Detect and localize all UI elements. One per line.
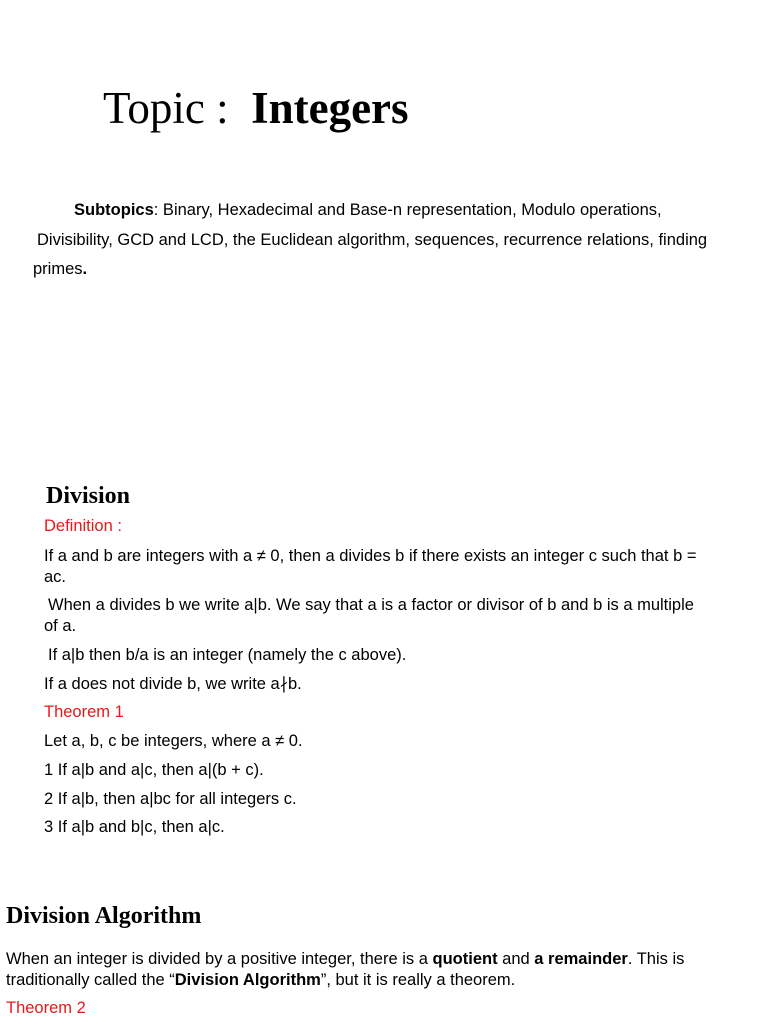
page-title (103, 80, 409, 136)
division-algorithm-paragraph (6, 949, 746, 991)
title-prefix: Topic : (103, 83, 229, 133)
subtopics-label: Subtopics (74, 201, 154, 219)
theorem-1-item-2: 2 If a|b, then a|bc for all integers c. (44, 790, 297, 808)
subtopics-line-2: Divisibility, GCD and LCD, the Euclidean algorithm, sequences, recurrence relations, finding (37, 230, 708, 249)
theorem-1-label: Theorem 1 (44, 703, 124, 721)
theorem-1-item-1: 1 If a|b and a|c, then a|(b + c). (44, 761, 264, 779)
theorem-2-label: Theorem 2 (6, 999, 86, 1017)
not-divides-symbol: ∤ (279, 675, 288, 693)
definition-paragraph-1: If a and b are integers with a ≠ 0, then a divides b if there exists an integer c such that b = ac. (44, 547, 697, 586)
subtopics-line-1: Subtopics: Binary, Hexadecimal and Base-n representation, Modulo operations, (74, 201, 662, 219)
division-algorithm-line-1: When an integer is divided by a positive integer, there is a quotient and a remainder. This is (6, 950, 685, 968)
definition-paragraph-3: If a|b then b/a is an integer (namely the c above). (48, 646, 407, 664)
subtopics-line-3: primes. (33, 260, 88, 278)
theorem-1-intro: Let a, b, c be integers, where a ≠ 0. (44, 732, 303, 750)
subtopics-block (30, 196, 746, 285)
division-heading: Division (46, 483, 131, 509)
division-algorithm-heading: Division Algorithm (6, 903, 202, 929)
theorem-1-item-3: 3 If a|b and b|c, then a|c. (44, 818, 225, 836)
title-main: Integers (251, 83, 409, 133)
division-algorithm-line-2: traditionally called the “Division Algorithm”, but it is really a theorem. (6, 971, 516, 989)
definition-paragraph-2: When a divides b we write a|b. We say that a is a factor or divisor of b and b is a multiple of a. (44, 596, 694, 635)
definition-paragraph-4: If a does not divide b, we write a∤b. (44, 675, 302, 693)
definition-label: Definition : (44, 517, 122, 535)
